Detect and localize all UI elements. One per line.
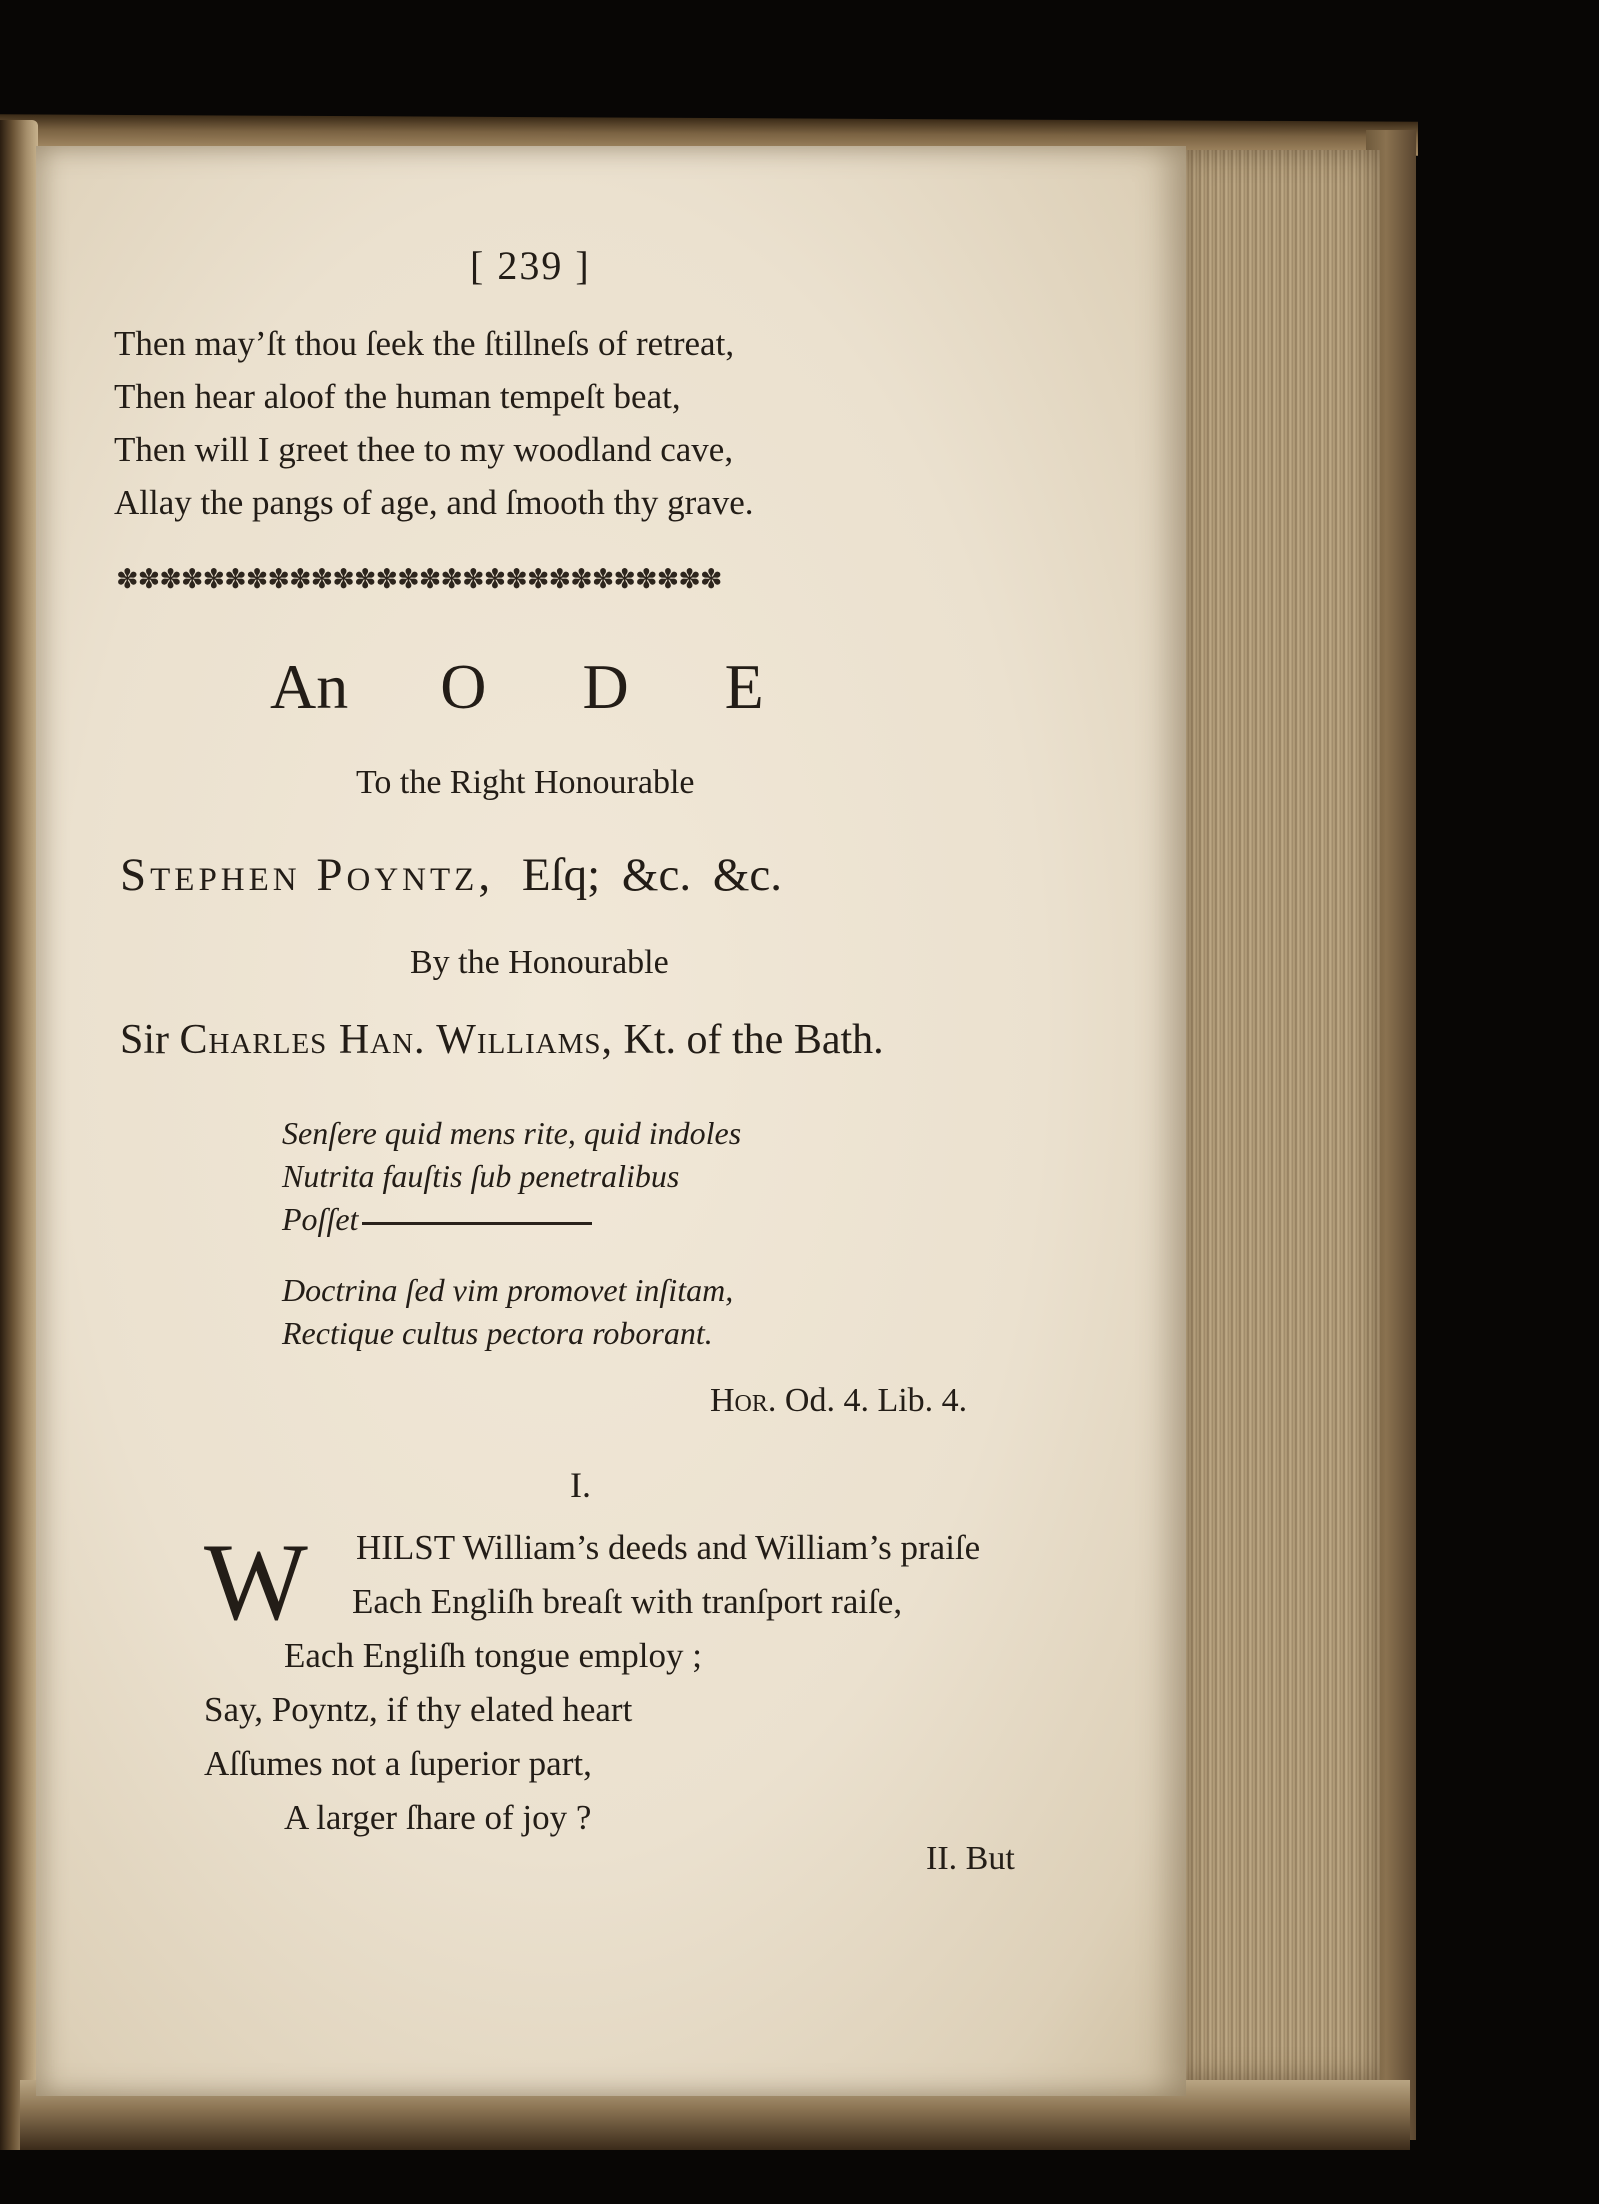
title-letter: E	[724, 651, 764, 722]
ornamental-rule: ✽✽✽✽✽✽✽✽✽✽✽✽✽✽✽✽✽✽✽✽✽✽✽✽✽✽✽✽	[116, 564, 722, 594]
epigraph-line: Nutrita fauſtis ſub penetralibus	[282, 1158, 680, 1194]
verse-line: Each Engliſh breaſt with tranſport raiſe,	[352, 1582, 903, 1621]
attribution-author: Hor.	[710, 1382, 777, 1419]
verse-line: Then hear aloof the human tempeſt beat,	[114, 377, 681, 416]
book-spine	[0, 120, 38, 2150]
recipient-suffix: Eſq; &c. &c.	[521, 849, 782, 901]
author-line	[120, 1016, 884, 1064]
author-name: Charles Han. Williams,	[179, 1017, 614, 1063]
preceding-stanza	[114, 318, 754, 528]
author-prefix: Sir	[120, 1017, 170, 1063]
dash-rule	[362, 1222, 592, 1225]
verse-line: A larger ſhare of joy ?	[284, 1798, 592, 1837]
verse-line: Allay the pangs of age, and ſmooth thy grave.	[114, 483, 754, 522]
author-suffix: Kt. of the Bath.	[623, 1017, 884, 1063]
stanza-number: I.	[570, 1465, 591, 1505]
recipient-name: Stephen Poyntz,	[120, 849, 495, 901]
page-edges	[1180, 150, 1380, 2080]
stanza-one	[204, 1522, 980, 1843]
verse-line: Say, Poyntz, if thy elated heart	[204, 1690, 633, 1729]
recipient-line	[120, 848, 782, 902]
epigraph-line: Senſere quid mens rite, quid indoles	[282, 1115, 742, 1151]
epigraph-line-with-dash	[282, 1198, 741, 1241]
title-letter: O	[440, 651, 487, 722]
dedication-line: To the Right Honourable	[356, 764, 695, 801]
title-an: An	[270, 651, 349, 722]
verse-line: HILST William’s deeds and William’s praiſe	[356, 1528, 981, 1567]
epigraph	[282, 1112, 741, 1355]
drop-cap: W	[204, 1521, 308, 1643]
verse-line: Aſſumes not a ſuperior part,	[204, 1744, 592, 1783]
verse-line: Each Engliſh tongue employ ;	[284, 1636, 702, 1675]
dedication-line: By the Honourable	[410, 944, 669, 981]
epigraph-attribution	[710, 1382, 967, 1420]
verse-line: Then will I greet thee to my woodland cave,	[114, 430, 734, 469]
verse-line: Then may’ſt thou ſeek the ſtillneſs of retreat,	[114, 324, 735, 363]
title-letter: D	[582, 651, 629, 722]
epigraph-line: Rectique cultus pectora roborant.	[282, 1315, 713, 1351]
attribution-source: Od. 4. Lib. 4.	[784, 1382, 968, 1419]
page-number: [ 239 ]	[470, 243, 591, 288]
epigraph-line: Doctrina ſed vim promovet inſitam,	[282, 1272, 734, 1308]
epigraph-line: Poſſet	[282, 1201, 359, 1237]
ode-title	[270, 650, 764, 724]
catchword: II. But	[926, 1840, 1015, 1877]
